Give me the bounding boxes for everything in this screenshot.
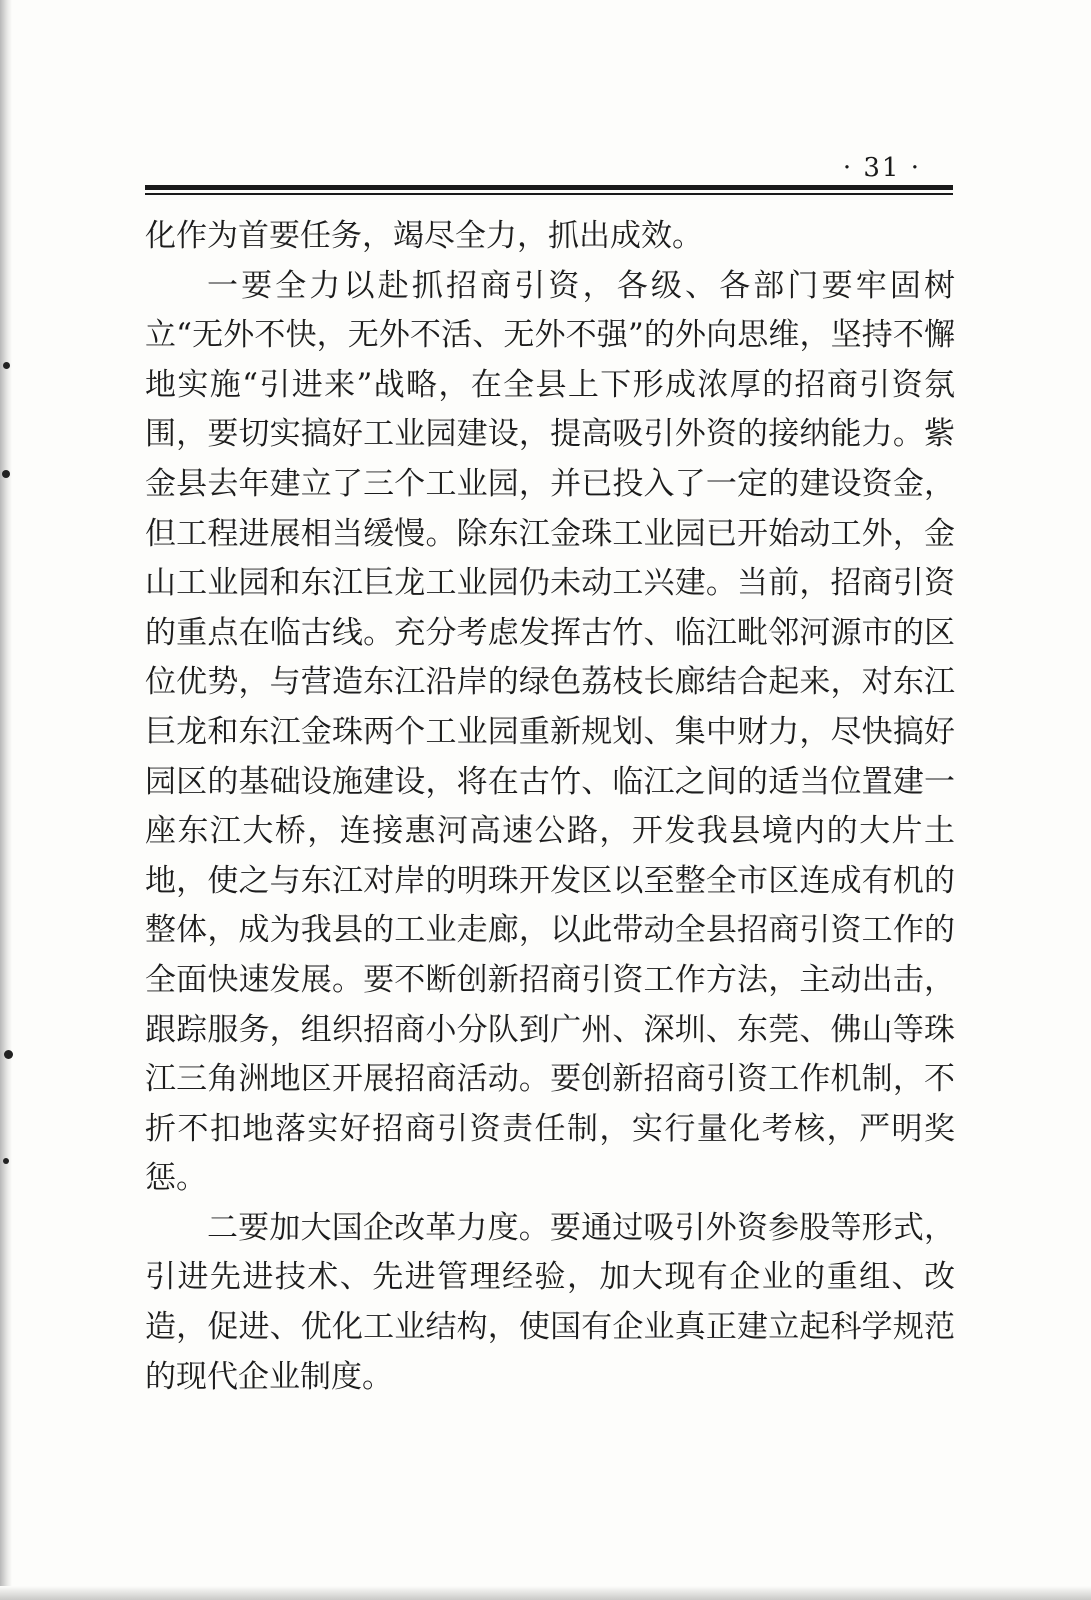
paragraph-soe-reform: 二要加大国企改革力度。要通过吸引外资参股等形式，引进先进技术、先进管理经验，加大现有企业的重组、改造，促进、优化工业结构，使国有企业真正建立起科学规范的现代企业制度。 [145,1209,955,1395]
paragraph-investment: 一要全力以赴抓招商引资，各级、各部门要牢固树立“无外不快，无外不活、无外不强”的外向思维，坚持不懈地实施“引进来”战略，在全县上下形成浓厚的招商引资氛围，要切实搞好工业园建设，提高吸引外资的接纳能力。紫金县去年建立了三个工业园，并已投入了一定的建设资金，但工程进展相当缓慢。除东江金珠工业园已开始动工外，金山工业园和东江巨龙工业园仍未动工兴建。当前，招商引资的重点在临古线。充分考虑发挥古竹、临江毗邻河源市的区位优势，与营造东江沿岸的绿色荔枝长廊结合起来，对东江巨龙和东江金珠两个工业园重新规划、集中财力，尽快搞好园区的基础设施建设，将在古竹、临江之间的适当位置建一座东江大桥，连接惠河高速公路，开发我县境内的大片土地，使之与东江对岸的明珠开发区以至整全市区连成有机的整体，成为我县的工业走廊，以此带动全县招商引资工作的全面快速发展。要不断创新招商引资工作方法，主动出击，跟踪服务，组织招商小分队到广州、深圳、东莞、佛山等珠江三角洲地区开展招商活动。要创新招商引资工作机制，不折不扣地落实好招商引资责任制，实行量化考核，严明奖惩。 [145,267,955,1197]
header-rule-thin [145,193,953,195]
page-number: · 31 · [842,153,921,183]
page-edge-shadow-bottom [0,1586,1091,1600]
header-rule-thick [145,185,953,190]
page-edge-shadow-left [0,0,12,1600]
body-text [145,212,955,1402]
paragraph-continued: 化作为首要任务，竭尽全力，抓出成效。 [145,218,703,254]
